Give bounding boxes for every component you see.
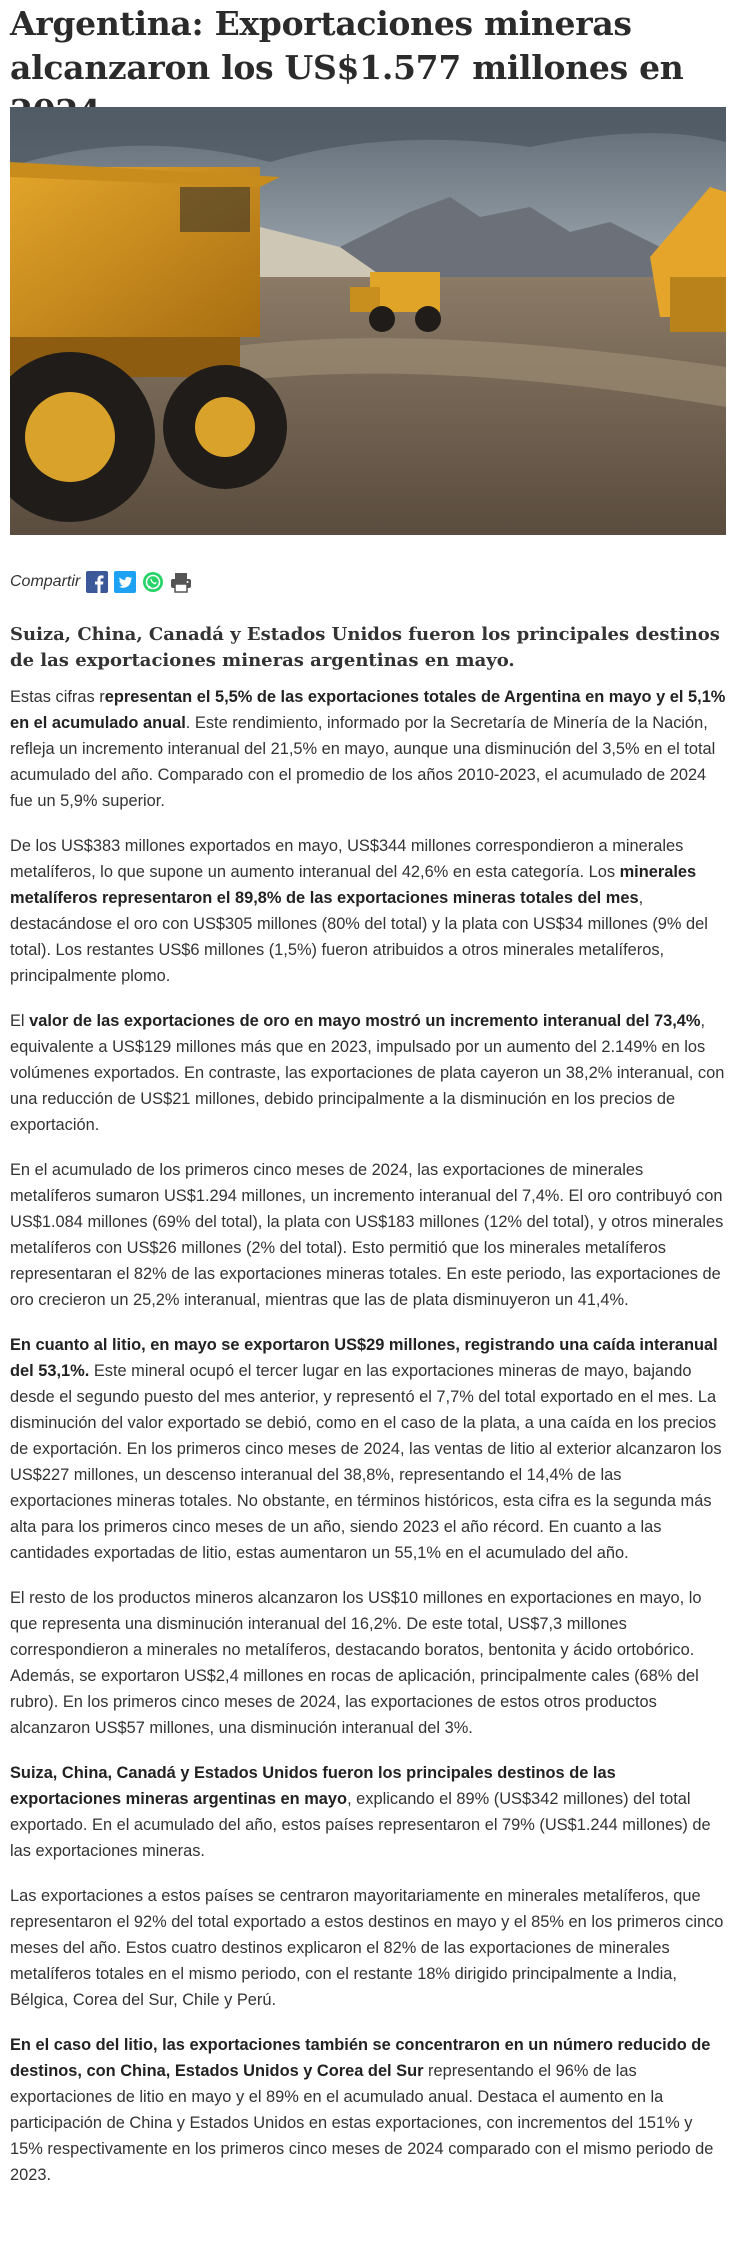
hero-image <box>10 107 726 535</box>
article-paragraph <box>10 1157 726 1313</box>
paragraph-text: De los US$383 millones exportados en mayo, US$344 millones correspondieron a minerales metalíferos, lo que supone un aumento interanual del 42,6% en esta categoría. Los <box>10 837 684 881</box>
paragraph-text: El <box>10 1012 30 1030</box>
article-paragraph <box>10 833 726 989</box>
facebook-icon[interactable] <box>86 571 108 593</box>
paragraph-bold-text: En el caso del litio, las exportaciones también se concentraron en un número reducido de destinos, con China, Estados Unidos y Corea del Sur <box>10 2036 711 2080</box>
article-paragraph <box>10 1008 726 1138</box>
article-paragraph <box>10 1585 726 1741</box>
paragraph-text: , destacándose el oro con US$305 millones (80% del total) y la plata con US$34 millones (9% del total). Los restantes US$6 millones (1,5%) fueron atribuidos a otros minerales metalíferos, principalmente plomo. <box>10 889 708 985</box>
article-lead: Suiza, China, Canadá y Estados Unidos fueron los principales destinos de las exportaciones mineras argentinas en mayo. <box>10 624 720 671</box>
article <box>10 0 726 2184</box>
share-bar <box>10 568 198 596</box>
paragraph-bold-text: Suiza, China, Canadá y Estados Unidos fueron los principales destinos de las exportaciones mineras argentinas en mayo <box>10 1764 616 1808</box>
article-paragraph <box>10 1332 726 1566</box>
paragraph-text: , explicando el 89% (US$342 millones) del total exportado. En el acumulado del año, estos países representaron el 79% (US$1.244 millones) de las exportaciones mineras. <box>10 1790 711 1860</box>
paragraph-text: El resto de los productos mineros alcanzaron los US$10 millones en exportaciones en mayo, lo que representa una disminución interanual del 16,2%. De este total, US$7,3 millones correspondieron a minerales no metalíferos, destacando boratos, bentonita y ácido ortobórico. Además, se exportaron US$2,4 millones en rocas de aplicación, principalmente cales (68% del rubro). En los primeros cinco meses de 2024, las exportaciones de estos otros productos alcanzaron US$57 millones, una disminución interanual del 3%. <box>10 1589 702 1737</box>
paragraph-text: Las exportaciones a estos países se centraron mayoritariamente en minerales metalíferos, que representaron el 92% del total exportado a estos destinos en mayo y el 85% en los primeros cinco meses del año. Estos cuatro destinos explicaron el 82% de las exportaciones de minerales metalíferos totales en el mismo periodo, con el restante 18% dirigido principalmente a India, Bélgica, Corea del Sur, Chile y Perú. <box>10 1887 724 2009</box>
article-title: Argentina: Exportaciones mineras alcanzaron los US$1.577 millones en <box>10 4 684 87</box>
paragraph-bold-text: epresentan el 5,5% de las exportaciones totales de Argentina en mayo y el 5,1% en el acumulado anual <box>10 688 726 732</box>
paragraph-text: . Este rendimiento, informado por la Secretaría de Minería de la Nación, refleja un incremento interanual del 21,5% en mayo, aunque una disminución del 3,5% en el total acumulado del año. Comparado con el promedio de los años 2010-2023, el acumulado de 2024 fue un 5,9% superior. <box>10 714 716 810</box>
article-paragraph <box>10 1883 726 2013</box>
paragraph-text: , equivalente a US$129 millones más que en 2023, impulsado por un aumento del 2.149% en los volúmenes exportados. En contraste, las exportaciones de plata cayeron un 38,2% interanual, con una reducción de US$21 millones, debido principalmente a la disminución en los precios de exportación. <box>10 1012 725 1134</box>
paragraph-bold-text: valor de las exportaciones de oro en mayo mostró un incremento interanual del 73,4% <box>29 1012 701 1030</box>
article-paragraph <box>10 1760 726 1864</box>
share-label: Compartir <box>10 573 81 590</box>
paragraph-text: representando el 96% de las exportaciones de litio en mayo y el 89% en el acumulado anual. Destaca el aumento en la participación de China y Estados Unidos en estas exportaciones, con incrementos del 151% y 15% respectivamente en los primeros cinco meses de 2024 comparado con el mismo periodo de 2023. <box>10 2062 714 2184</box>
article-paragraph <box>10 2032 726 2188</box>
paragraph-text: Este mineral ocupó el tercer lugar en las exportaciones mineras de mayo, bajando desde el segundo puesto del mes anterior, y representó el 7,7% del total exportado en el mes. La disminución del valor exportado se debió, como en el caso de la plata, a una caída en los precios de exportación. En los primeros cinco meses de 2024, las ventas de litio al exterior alcanzaron los US$227 millones, un descenso interanual del 38,8%, representando el 14,4% de las exportaciones mineras totales. No obstante, en términos históricos, esta cifra es la segunda más alta para los primeros cinco meses de un año, siendo 2023 el año récord. En cuanto a las cantidades exportadas de litio, estas aumentaron un 55,1% en el acumulado del año. <box>10 1362 722 1562</box>
paragraph-text: En el acumulado de los primeros cinco meses de 2024, las exportaciones de minerales metalíferos sumaron US$1.294 millones, un incremento interanual del 7,4%. El oro contribuyó con US$1.084 millones (69% del total), la plata con US$183 millones (12% del total), y otros minerales metalíferos con US$26 millones (2% del total). Esto permitió que los minerales metalíferos representaran el 82% de las exportaciones mineras totales. En este periodo, las exportaciones de oro crecieron un 25,2% interanual, mientras que las de plata disminuyeron un 41,4%. <box>10 1161 724 1309</box>
paragraph-bold-text: minerales metalíferos representaron el 89,8% de las exportaciones mineras totales del mes <box>10 863 697 907</box>
paragraph-bold-text: En cuanto al litio, en mayo se exportaron US$29 millones, registrando una caída interanual del 53,1%. <box>10 1336 718 1380</box>
paragraph-text: Estas cifras r <box>10 688 105 706</box>
whatsapp-icon[interactable] <box>142 571 164 593</box>
twitter-icon[interactable] <box>114 571 136 593</box>
article-paragraph <box>10 684 726 814</box>
print-icon[interactable] <box>170 571 192 593</box>
mining-photo <box>10 107 726 535</box>
article-body <box>10 684 726 2207</box>
